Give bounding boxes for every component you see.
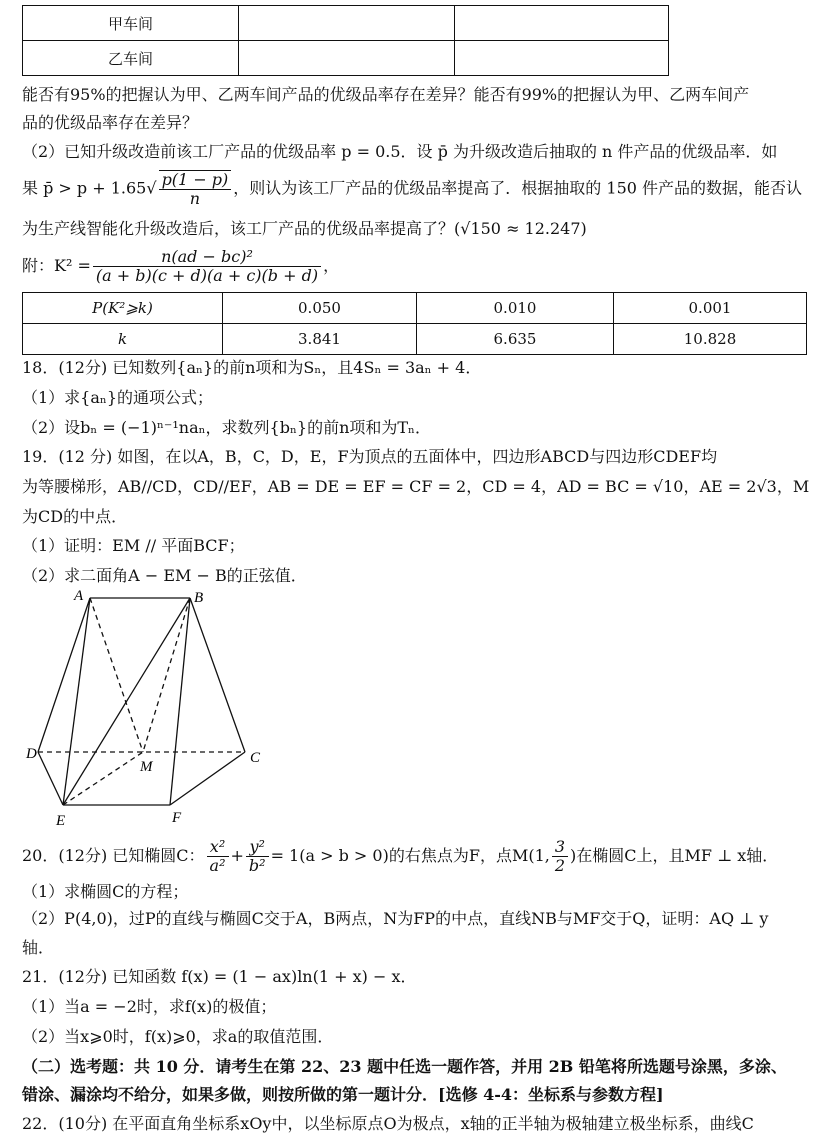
table-cell: 6.635 (417, 324, 614, 355)
numerator: x² (207, 838, 229, 857)
denominator: n (189, 189, 201, 208)
text: 20．(12分) 已知椭圆C： (22, 846, 205, 865)
table-cell: 3.841 (223, 324, 417, 355)
table-cell: 0.050 (223, 293, 417, 324)
section-heading: 错涂、漏涂均不给分，如果多做，则按所做的第一题计分．[选修 4-4：坐标系与参数方程] (22, 1085, 664, 1104)
q21-part1: （1）当a = −2时，求f(x)的极值； (22, 997, 277, 1016)
q19-part1: （1）证明：EM // 平面BCF； (22, 536, 245, 555)
text: 附：K² = (22, 256, 91, 275)
table-cell: 10.828 (614, 324, 807, 355)
fraction (159, 170, 232, 208)
fraction (246, 838, 269, 875)
fraction (207, 838, 229, 875)
table-row (23, 6, 669, 41)
numerator: y² (246, 838, 269, 857)
text: + (230, 846, 244, 865)
q18-part1: （1）求{aₙ}的通项公式； (22, 388, 214, 407)
fraction (552, 838, 568, 875)
q22-stem: 22．(10分) 在平面直角坐标系xOy中，以坐标原点O为极点，x轴的正半轴为极轴建立极坐标系，曲线C (22, 1114, 754, 1133)
q20-part2: （2）P(4,0)，过P的直线与椭圆C交于A，B两点，N为FP的中点，直线NB与MF交于Q，证明：AQ ⊥ y (22, 909, 769, 928)
edge-be (63, 598, 190, 805)
table-cell (239, 41, 455, 76)
q20-stem (22, 838, 778, 875)
edge-ae (63, 598, 90, 805)
q19-part2: （2）求二面角A − EM − B的正弦值． (22, 566, 307, 585)
text: ， (323, 256, 340, 275)
label-b: B (194, 590, 204, 606)
denominator: 2 (554, 856, 566, 875)
table-row (23, 324, 807, 355)
edge-am-hidden (90, 598, 143, 752)
q20-part2: 轴． (22, 938, 55, 957)
numerator: n(ad − bc)² (93, 248, 321, 267)
edge-bf (170, 598, 190, 805)
q21-stem: 21．(12分) 已知函数 f(x) = (1 − ax)ln(1 + x) − x． (22, 967, 417, 986)
label-e: E (56, 813, 66, 829)
numerator: p(1 − p) (159, 171, 232, 190)
q21-part2: （2）当x⩾0时，f(x)⩾0，求a的取值范围． (22, 1027, 334, 1046)
critical-value-table (22, 292, 807, 355)
text: = 1(a > b > 0)的右焦点为F，点M(1, (270, 846, 550, 865)
edge-ad (38, 598, 90, 752)
denominator: b² (248, 856, 266, 875)
edge-fc (170, 752, 245, 805)
text: ，则认为该工厂产品的优级品率提高了．根据抽取的 150 件产品的数据，能否认 (233, 178, 803, 198)
fraction (93, 248, 321, 285)
q19-stem: 为CD的中点． (22, 507, 128, 526)
denominator: (a + b)(c + d)(a + c)(b + d) (95, 266, 319, 285)
pentahedron-figure (0, 580, 280, 830)
q20-part1: （1）求椭圆C的方程； (22, 882, 189, 901)
table-row (23, 41, 669, 76)
table-cell (239, 6, 455, 41)
label-a: A (74, 588, 84, 604)
table-row (23, 293, 807, 324)
q18-stem: 18．(12分) 已知数列{aₙ}的前n项和为Sₙ，且4Sₙ = 3aₙ + 4． (22, 358, 482, 377)
table-cell: P(K²⩾k) (23, 293, 223, 324)
text: )在椭圆C上，且MF ⊥ x轴． (570, 846, 779, 865)
q19-stem: 19．(12 分) 如图，在以A，B，C，D，E，F为顶点的五面体中，四边形ABCD与四边形CDEF均 (22, 447, 718, 466)
table-cell (455, 41, 669, 76)
label-c: C (250, 750, 261, 766)
table-cell: 0.001 (614, 293, 807, 324)
q17-part2: 为生产线智能化升级改造后，该工厂产品的优级品率提高了？(√150 ≈ 12.247) (22, 219, 587, 238)
edge-bc (190, 598, 245, 752)
q17-part2-condition (22, 170, 802, 208)
edge-em-hidden (63, 752, 143, 805)
q18-part2: （2）设bₙ = (−1)ⁿ⁻¹naₙ，求数列{bₙ}的前n项和为Tₙ． (22, 418, 431, 437)
label-d: D (26, 746, 37, 762)
k2-formula (22, 248, 339, 285)
numerator: 3 (552, 838, 568, 857)
text: 果 p̄ > p + 1.65√ (22, 178, 157, 198)
table-cell (455, 6, 669, 41)
q17-text: 能否有95%的把握认为甲、乙两车间产品的优级品率存在差异？能否有99%的把握认为甲、乙两车间产 (22, 85, 750, 104)
table-cell: 甲车间 (23, 6, 239, 41)
section-heading: （二）选考题：共 10 分．请考生在第 22、23 题中任选一题作答，并用 2B 铅笔将所选题号涂黑，多涂、 (22, 1057, 787, 1076)
edge-de (38, 752, 63, 805)
label-m: M (140, 759, 153, 775)
table-cell: 乙车间 (23, 41, 239, 76)
q19-stem: 为等腰梯形，AB//CD，CD//EF，AB = DE = EF = CF = 2，CD = 4，AD = BC = √10，AE = 2√3，M (22, 477, 810, 496)
contingency-table (22, 5, 669, 76)
label-f: F (172, 810, 182, 826)
q17-text: 品的优级品率存在差异？ (22, 113, 199, 132)
table-cell: 0.010 (417, 293, 614, 324)
denominator: a² (209, 856, 226, 875)
table-cell: k (23, 324, 223, 355)
q17-part2: （2）已知升级改造前该工厂产品的优级品率 p = 0.5．设 p̄ 为升级改造后抽取的 n 件产品的优级品率．如 (22, 142, 778, 161)
